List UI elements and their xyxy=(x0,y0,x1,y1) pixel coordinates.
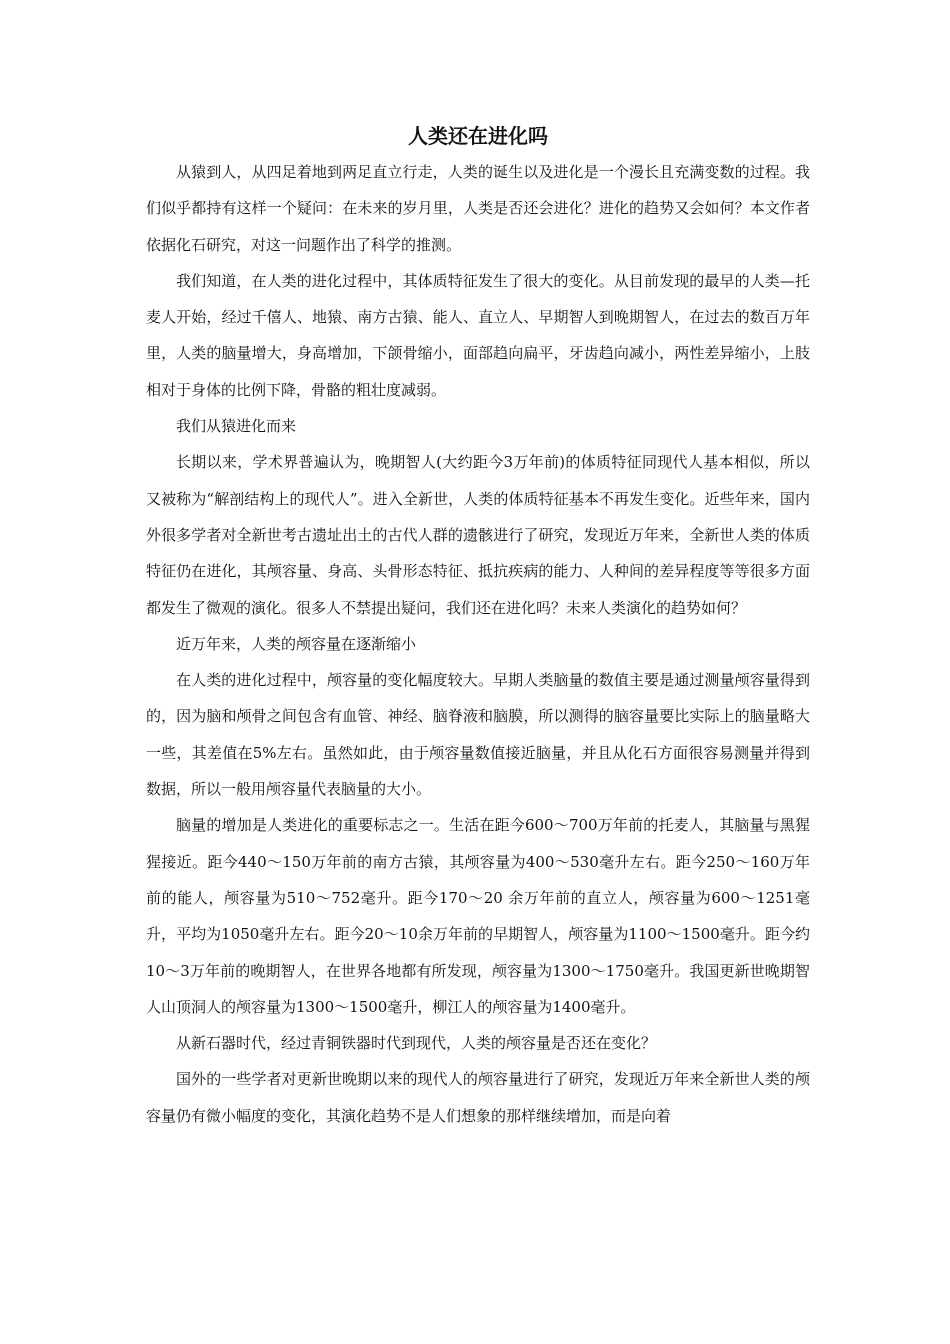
section-heading: 我们从猿进化而来 xyxy=(176,417,297,436)
document-title: 人类还在进化吗 xyxy=(408,124,548,148)
body-paragraph: 从猿到人，从四足着地到两足直立行走，人类的诞生以及进化是一个漫长且充满变数的过程。我们似乎都持有这样一个疑问：在未来的岁月里，人类是否还会进化？进化的趋势又会如何？本文作者依据化石研究，对这一问题作出了科学的推测。 xyxy=(146,163,810,254)
body-paragraph: 脑量的增加是人类进化的重要标志之一。生活在距今600～700万年前的托麦人，其脑量与黑猩猩接近。距今440～150万年前的南方古猿，其颅容量为400～530毫升左右。距今250～160万年前的能人，颅容量为510～752毫升。距今170～20 余万年前的直立人，颅容量为600～1251毫升，平均为1050毫升左右。距今20～10余万年前的早期智人，颅容量为1100～1500毫升。距今约10～3万年前的晚期智人，在世界各地都有所发现，颅容量为1300～1750毫升。我国更新世晚期智人山顶洞人的颅容量为1300～1500毫升，柳江人的颅容量为1400毫升。 xyxy=(146,816,810,1016)
document-page xyxy=(146,118,810,1134)
body-paragraph: 在人类的进化过程中，颅容量的变化幅度较大。早期人类脑量的数值主要是通过测量颅容量得到的，因为脑和颅骨之间包含有血管、神经、脑脊液和脑膜，所以测得的脑容量要比实际上的脑量略大一些，其差值在5%左右。虽然如此，由于颅容量数值接近脑量，并且从化石方面很容易测量并得到数据，所以一般用颅容量代表脑量的大小。 xyxy=(146,671,810,799)
section-heading: 从新石器时代，经过青铜铁器时代到现代，人类的颅容量是否还在变化？ xyxy=(176,1034,657,1053)
body-paragraph: 我们知道，在人类的进化过程中，其体质特征发生了很大的变化。从目前发现的最早的人类—托麦人开始，经过千僖人、地猿、南方古猿、能人、直立人、早期智人到晚期智人，在过去的数百万年里，人类的脑量增大，身高增加，下颌骨缩小，面部趋向扁平，牙齿趋向减小，两性差异缩小，上肢相对于身体的比例下降，骨骼的粗壮度减弱。 xyxy=(146,271,810,399)
document-body xyxy=(146,154,810,1134)
body-paragraph: 长期以来，学术界普遍认为，晚期智人(大约距今3万年前)的体质特征同现代人基本相似，所以又被称为“解剖结构上的现代人”。进入全新世，人类的体质特征基本不再发生变化。近些年来，国内外很多学者对全新世考古遗址出土的古代人群的遗骸进行了研究，发现近万年来，全新世人类的体质特征仍在进化，其颅容量、身高、头骨形态特征、抵抗疾病的能力、人种间的差异程度等等很多方面都发生了微观的演化。很多人不禁提出疑问，我们还在进化吗？未来人类演化的趋势如何？ xyxy=(146,453,810,617)
body-paragraph: 国外的一些学者对更新世晚期以来的现代人的颅容量进行了研究，发现近万年来全新世人类的颅容量仍有微小幅度的变化，其演化趋势不是人们想象的那样继续增加，而是向着 xyxy=(146,1070,810,1125)
section-heading: 近万年来，人类的颅容量在逐渐缩小 xyxy=(176,634,417,653)
